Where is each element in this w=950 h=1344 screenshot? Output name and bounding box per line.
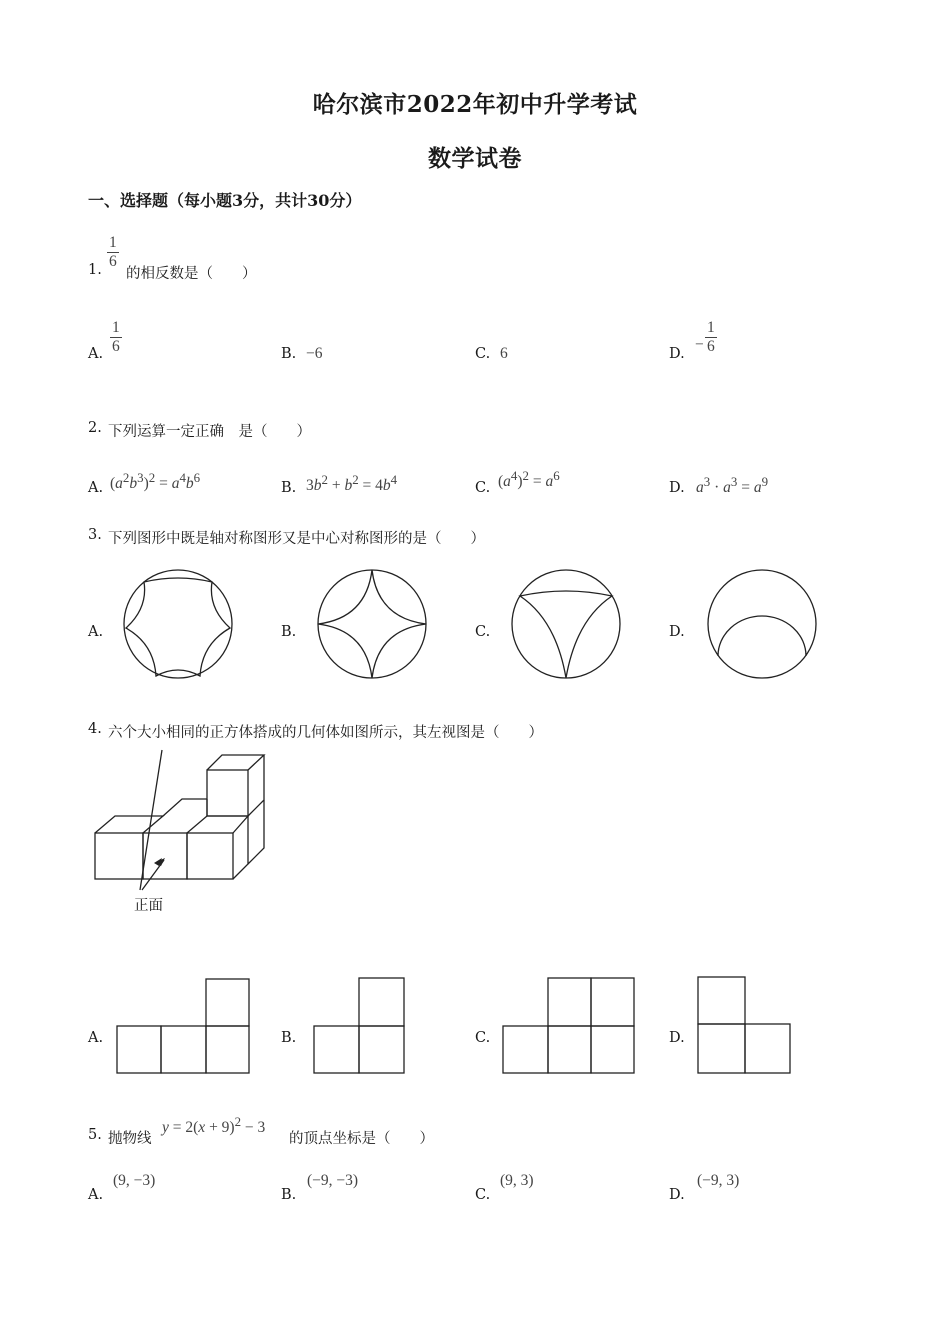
exam-title: 哈尔滨市2022年初中升学考试 bbox=[312, 91, 638, 118]
option-c-value: (9, 3) bbox=[500, 1172, 534, 1189]
exam-subtitle: 数学试卷 bbox=[428, 145, 522, 172]
option-c-label: C. bbox=[475, 346, 491, 362]
option-c-label: C. bbox=[475, 1030, 491, 1046]
question-text: 下列图形中既是轴对称图形又是中心对称图形的是（ ） bbox=[108, 531, 485, 547]
option-b-label: B. bbox=[281, 1030, 297, 1046]
option-a-expression: $(a^2b^3)^2 = a^4b^6$ bbox=[110, 470, 201, 493]
option-c-value: 6 bbox=[500, 345, 508, 362]
option-b-view-figure bbox=[313, 976, 407, 1076]
option-b-label: B. bbox=[281, 480, 297, 496]
question-number: 3. bbox=[88, 527, 102, 543]
option-a-figure-pentagon-arcs bbox=[122, 568, 234, 680]
option-c-expression: $(a^4)^2 = a^6$ bbox=[498, 468, 560, 491]
fraction-denominator: 6 bbox=[112, 338, 120, 355]
front-view-label: 正面 bbox=[134, 898, 163, 914]
option-d-value: (−9, 3) bbox=[697, 1172, 740, 1189]
fraction-numerator: 1 bbox=[109, 234, 117, 251]
option-b-value: −6 bbox=[306, 345, 323, 362]
question-number: 2. bbox=[88, 420, 102, 436]
question-text: 的相反数是（ ） bbox=[126, 266, 257, 282]
option-b-label: B. bbox=[281, 1187, 297, 1203]
option-d-figure-semicircle bbox=[706, 568, 818, 680]
option-b-expression: $3b^2 + b^2 = 4b^4$ bbox=[306, 472, 398, 495]
option-d-label: D. bbox=[669, 346, 685, 362]
option-a-label: A. bbox=[88, 1187, 104, 1203]
option-c-label: C. bbox=[475, 624, 491, 640]
question-number: 4. bbox=[88, 721, 102, 737]
question-text-before: 抛物线 bbox=[108, 1131, 152, 1147]
option-d-sign: − bbox=[695, 336, 704, 353]
option-b-value: (−9, −3) bbox=[307, 1172, 359, 1189]
fraction-denominator: 6 bbox=[109, 253, 117, 270]
option-d-label: D. bbox=[669, 1187, 685, 1203]
option-d-expression: $a^3 \cdot a^3 = a^9$ bbox=[696, 474, 769, 497]
option-d-fraction bbox=[705, 319, 717, 356]
option-d-label: D. bbox=[669, 1030, 685, 1046]
question-number: 1. bbox=[88, 262, 102, 278]
question-fraction bbox=[107, 234, 119, 271]
parabola-equation: $y = 2(x + 9)^2 - 3$ bbox=[162, 1114, 266, 1137]
option-a-fraction bbox=[110, 319, 122, 356]
front-arrow bbox=[90, 750, 280, 900]
option-d-label: D. bbox=[669, 480, 685, 496]
option-a-label: A. bbox=[88, 1030, 104, 1046]
option-a-view-figure bbox=[116, 978, 252, 1076]
question-text-after: 的顶点坐标是（ ） bbox=[289, 1131, 434, 1147]
option-d-view-figure bbox=[697, 976, 793, 1076]
section-heading: 一、选择题（每小题3分，共计30分） bbox=[88, 191, 362, 210]
option-a-label: A. bbox=[88, 480, 104, 496]
fraction-denominator: 6 bbox=[707, 338, 715, 355]
fraction-numerator: 1 bbox=[112, 319, 120, 336]
option-c-label: C. bbox=[475, 480, 491, 496]
question-text: 下列运算一定正确 是（ ） bbox=[108, 424, 311, 440]
option-d-label: D. bbox=[669, 624, 685, 640]
option-b-label: B. bbox=[281, 624, 297, 640]
option-a-value: (9, −3) bbox=[113, 1172, 156, 1189]
option-c-figure-three-arcs bbox=[510, 568, 622, 680]
option-c-label: C. bbox=[475, 1187, 491, 1203]
option-b-figure-four-arcs bbox=[316, 568, 428, 680]
option-b-label: B. bbox=[281, 346, 297, 362]
question-text: 六个大小相同的正方体搭成的几何体如图所示，其左视图是（ ） bbox=[108, 725, 543, 741]
fraction-numerator: 1 bbox=[707, 319, 715, 336]
question-number: 5. bbox=[88, 1127, 102, 1143]
option-a-label: A. bbox=[88, 346, 104, 362]
option-a-label: A. bbox=[88, 624, 104, 640]
option-c-view-figure bbox=[502, 976, 638, 1076]
